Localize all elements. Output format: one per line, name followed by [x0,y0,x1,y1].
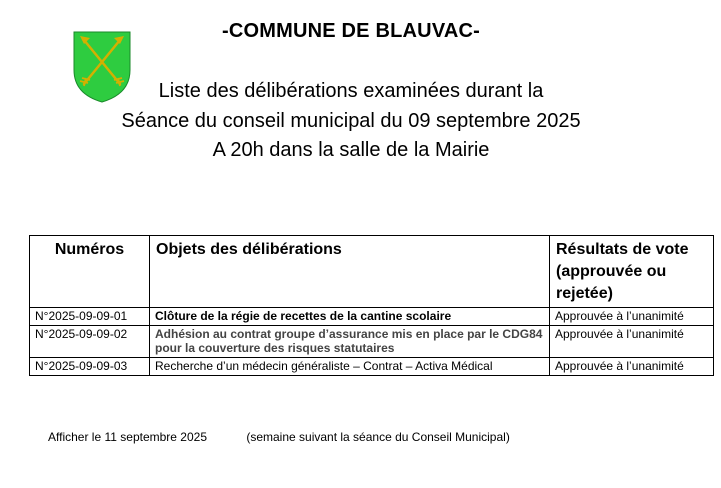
header-numeros: Numéros [30,236,150,308]
table-header-row [30,236,714,308]
document-title-line3: A 20h dans la salle de la Mairie [212,139,490,161]
row-objet: Recherche d’un médecin généraliste – Contrat – Activa Médical [150,358,550,376]
row-resultat: Approuvée à l’unanimité [550,308,714,326]
posting-note: (semaine suivant la séance du Conseil Municipal) [246,430,510,444]
table-row [30,326,714,358]
row-numero: N°2025-09-09-01 [30,308,150,326]
row-numero: N°2025-09-09-02 [30,326,150,358]
document-title-line1: Liste des délibérations examinées durant la [158,80,544,102]
footer [48,430,510,444]
row-objet: Adhésion au contrat groupe d’assurance mis en place par le CDG84 pour la couverture des risques statutaires [150,326,550,358]
header-resultats: Résultats de vote (approuvée ou rejetée) [550,236,714,308]
deliberations-table [29,235,714,376]
document-title-line2: Séance du conseil municipal du 09 septembre 2025 [121,110,581,132]
commune-title: -COMMUNE DE BLAUVAC- [221,20,481,42]
row-objet: Clôture de la régie de recettes de la cantine scolaire [150,308,550,326]
table-row [30,308,714,326]
row-resultat: Approuvée à l’unanimité [550,326,714,358]
header-objets: Objets des délibérations [150,236,550,308]
row-numero: N°2025-09-09-03 [30,358,150,376]
row-resultat: Approuvée à l’unanimité [550,358,714,376]
table-row [30,358,714,376]
posting-date: Afficher le 11 septembre 2025 [48,430,207,444]
